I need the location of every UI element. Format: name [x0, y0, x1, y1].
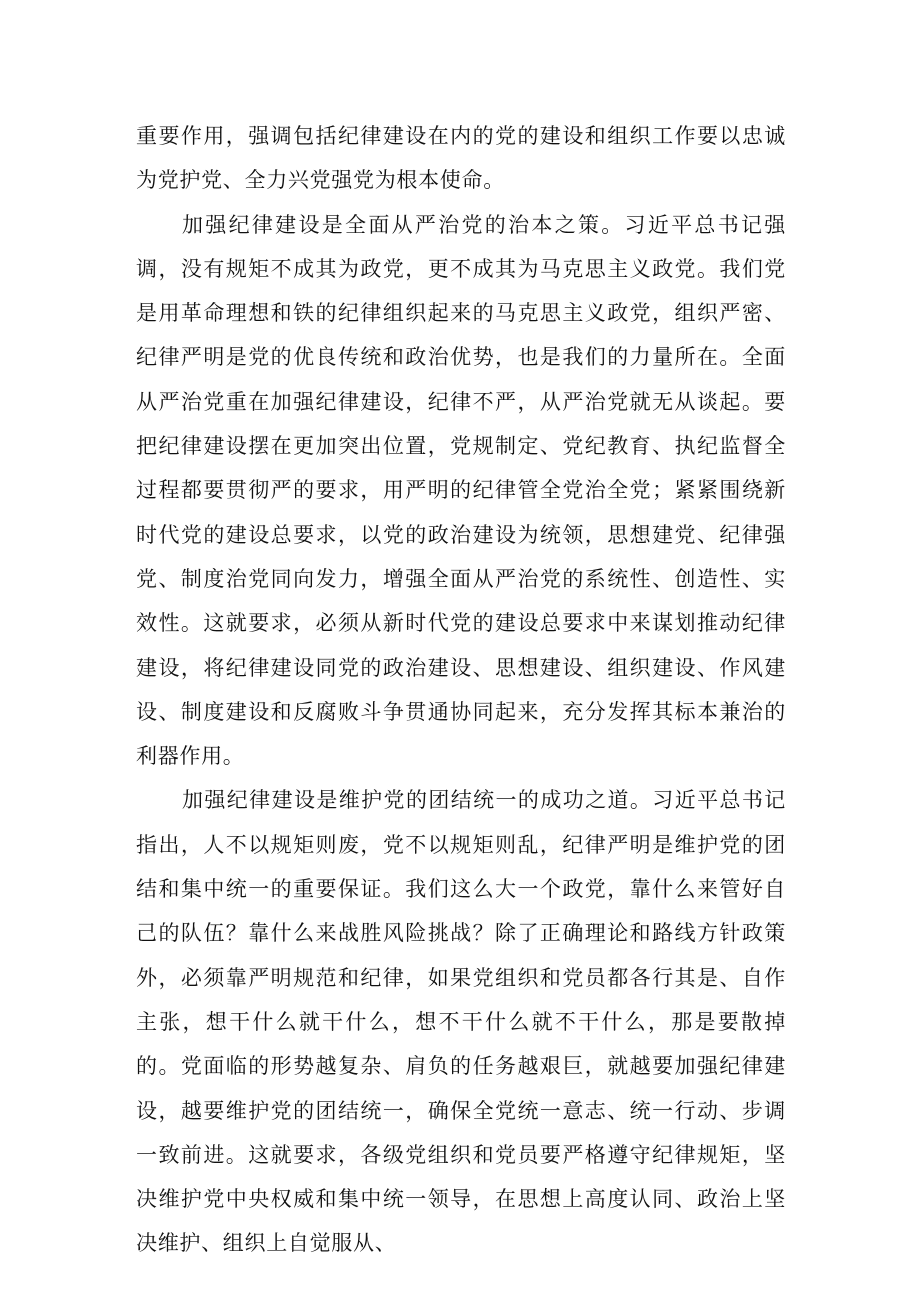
- paragraph-discipline-root-strategy: 加强纪律建设是全面从严治党的治本之策。习近平总书记强调，没有规矩不成其为政党，更不成其为马克思主义政党。我们党是用革命理想和铁的纪律组织起来的马克思主义政党，组织严密、纪律严明是党的优良传统和政治优势，也是我们的力量所在。全面从严治党重在加强纪律建设，纪律不严，从严治党就无从谈起。要把纪律建设摆在更加突出位置，党规制定、党纪教育、执纪监督全过程都要贯彻严的要求，用严明的纪律管全党治全党；紧紧围绕新时代党的建设总要求，以党的政治建设为统领，思想建党、纪律强党、制度治党同向发力，增强全面从严治党的系统性、创造性、实效性。这就要求，必须从新时代党的建设总要求中来谋划推动纪律建设，将纪律建设同党的政治建设、思想建设、组织建设、作风建设、制度建设和反腐败斗争贯通协同起来，充分发挥其标本兼治的利器作用。: [136, 212, 786, 769]
- paragraph-continuation: 重要作用，强调包括纪律建设在内的党的建设和组织工作要以忠诚为党护党、全力兴党强党为根本使命。: [136, 124, 786, 193]
- paragraph-discipline-party-unity: 加强纪律建设是维护党的团结统一的成功之道。习近平总书记指出，人不以规矩则废，党不以规矩则乱，纪律严明是维护党的团结和集中统一的重要保证。我们这么大一个政党，靠什么来管好自己的队伍？靠什么来战胜风险挑战？除了正确理论和路线方针政策外，必须靠严明规范和纪律，如果党组织和党员都各行其是、自作主张，想干什么就干什么，想不干什么就不干什么，那是要散掉的。党面临的形势越复杂、肩负的任务越艰巨，就越要加强纪律建设，越要维护党的团结统一，确保全党统一意志、统一行动、步调一致前进。这就要求，各级党组织和党员要严格遵守纪律规矩，坚决维护党中央权威和集中统一领导，在思想上高度认同、政治上坚决维护、组织上自觉服从、: [136, 788, 786, 1256]
- document-body: [136, 114, 786, 1266]
